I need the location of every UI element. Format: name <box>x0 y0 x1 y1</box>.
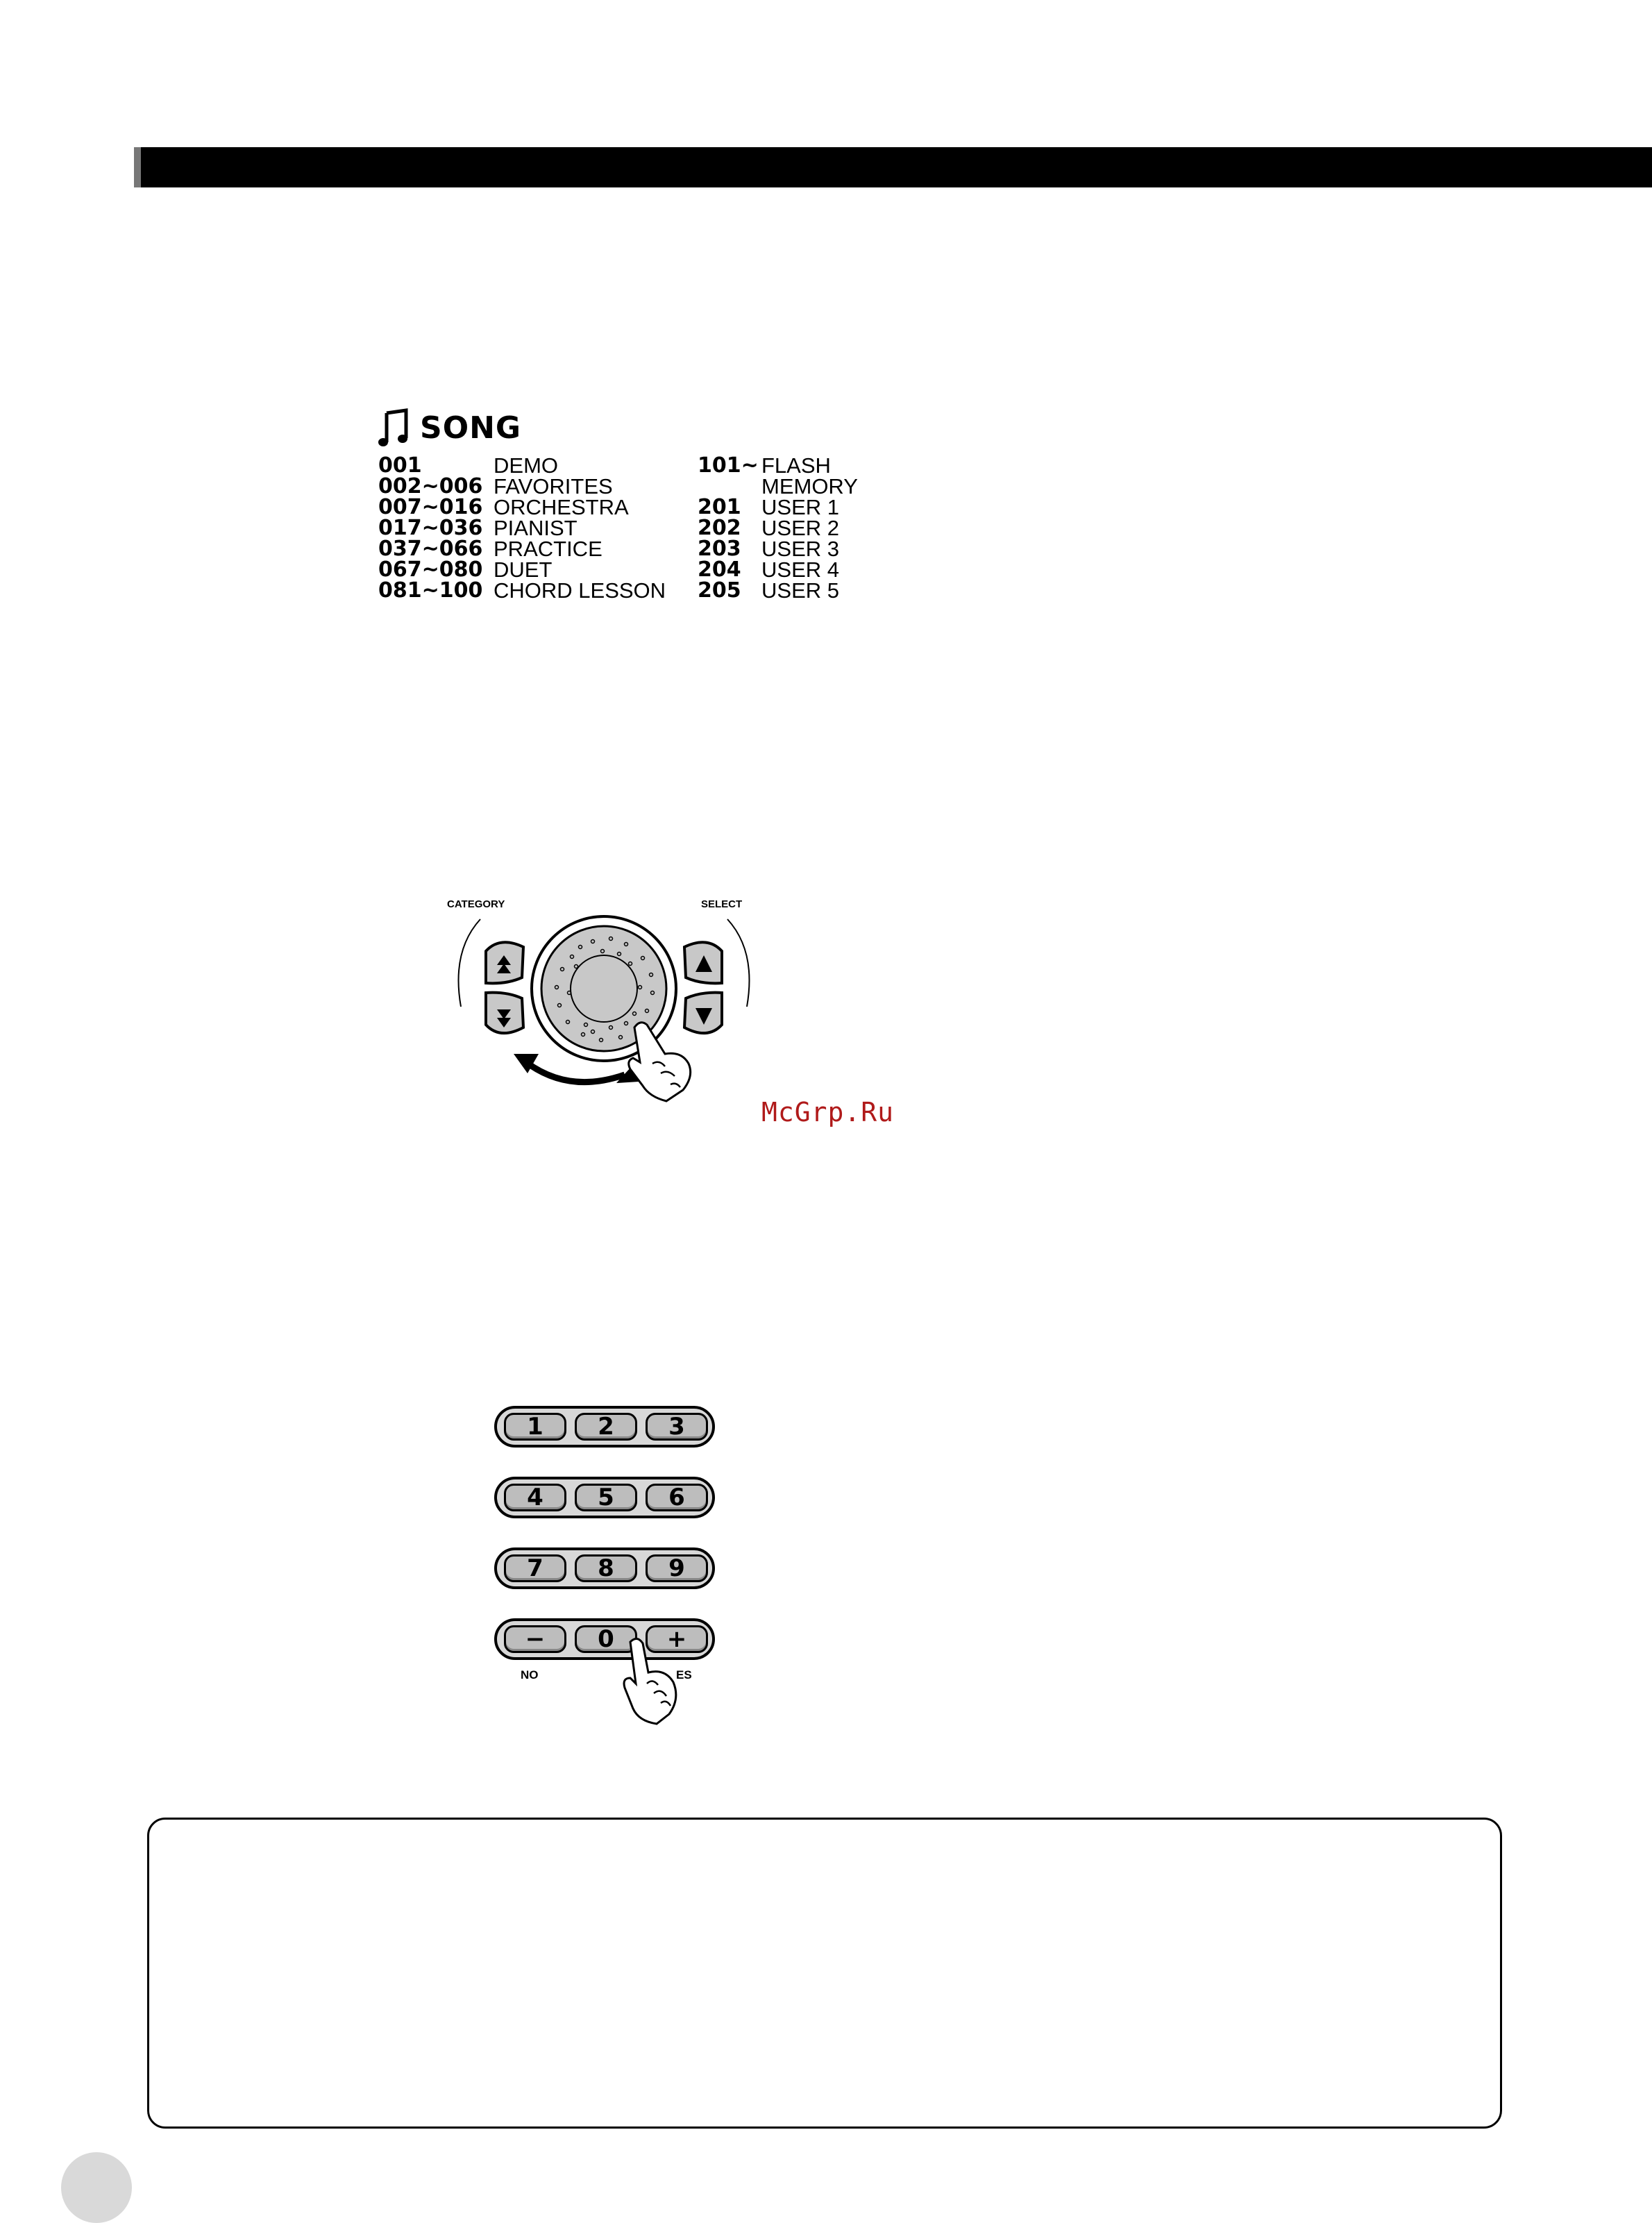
song-range: 037~066 <box>378 537 483 561</box>
yes-label: ES <box>676 1668 692 1681</box>
keypad-row <box>494 1547 715 1589</box>
song-range: 101~ <box>698 453 759 478</box>
dial-diagram <box>444 889 764 1139</box>
song-list <box>378 406 878 614</box>
select-up-button[interactable] <box>684 942 722 983</box>
song-range: 017~036 <box>378 516 483 540</box>
song-range: 202 <box>698 516 741 540</box>
select-label: SELECT <box>701 898 743 910</box>
song-range: 205 <box>698 578 741 603</box>
song-category: CHORD LESSON <box>494 578 666 603</box>
song-range: 203 <box>698 537 741 561</box>
song-range: 001 <box>378 453 422 478</box>
song-title-text: SONG <box>420 410 522 446</box>
song-category: MEMORY <box>761 474 858 498</box>
song-category: USER 2 <box>761 516 839 540</box>
category-up-button[interactable] <box>486 942 523 983</box>
page-number-circle <box>61 2152 132 2223</box>
minus-no-button[interactable]: − <box>504 1625 566 1653</box>
note-box <box>147 1818 1502 2129</box>
song-category: USER 1 <box>761 495 839 519</box>
song-range: 204 <box>698 557 741 582</box>
no-label: NO <box>521 1668 539 1681</box>
song-category: DUET <box>494 557 553 582</box>
key-7-button[interactable]: 7 <box>504 1554 566 1582</box>
plus-yes-button[interactable]: + <box>646 1625 708 1653</box>
song-category: PRACTICE <box>494 537 602 561</box>
rotate-arrow-icon <box>526 1062 625 1082</box>
key-2-button[interactable]: 2 <box>575 1413 637 1441</box>
key-0-button[interactable]: 0 <box>575 1625 637 1653</box>
pointing-hand-icon <box>616 1632 700 1729</box>
section-header-bar <box>134 147 1652 187</box>
song-category: ORCHESTRA <box>494 495 629 519</box>
keypad-row <box>494 1477 715 1518</box>
key-9-button[interactable]: 9 <box>646 1554 708 1582</box>
song-category: FAVORITES <box>494 474 613 498</box>
song-range: 067~080 <box>378 557 483 582</box>
song-category: PIANIST <box>494 516 578 540</box>
song-title <box>378 406 521 449</box>
key-8-button[interactable]: 8 <box>575 1554 637 1582</box>
song-category: USER 4 <box>761 557 839 582</box>
music-note-icon <box>378 408 412 448</box>
select-down-button[interactable] <box>684 993 722 1033</box>
key-1-button[interactable]: 1 <box>504 1413 566 1441</box>
watermark: McGrp.Ru <box>761 1097 895 1127</box>
song-range: 201 <box>698 495 741 519</box>
category-label: CATEGORY <box>447 898 505 910</box>
song-category: USER 3 <box>761 537 839 561</box>
keypad-row <box>494 1406 715 1448</box>
key-3-button[interactable]: 3 <box>646 1413 708 1441</box>
song-range: 081~100 <box>378 578 483 603</box>
key-5-button[interactable]: 5 <box>575 1484 637 1511</box>
category-arc <box>459 919 481 1007</box>
song-category: FLASH <box>761 453 831 478</box>
song-category: DEMO <box>494 453 558 478</box>
category-down-button[interactable] <box>486 993 523 1033</box>
number-keypad <box>494 1406 716 1711</box>
song-range: 007~016 <box>378 495 483 519</box>
select-arc <box>727 919 750 1007</box>
key-4-button[interactable]: 4 <box>504 1484 566 1511</box>
section-header-shadow <box>134 147 141 187</box>
song-category: USER 5 <box>761 578 839 603</box>
song-range: 002~006 <box>378 474 483 498</box>
key-6-button[interactable]: 6 <box>646 1484 708 1511</box>
